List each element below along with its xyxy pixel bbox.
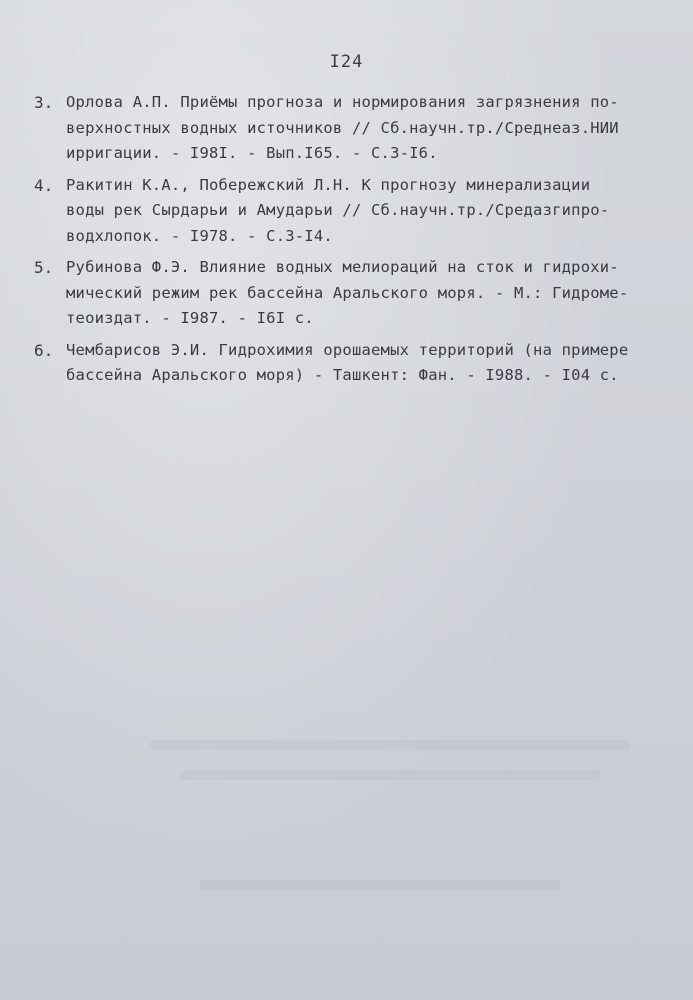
reference-number: 4. xyxy=(34,175,54,195)
reference-line: ирригации. - I98I. - Вып.I65. - С.3-I6. xyxy=(66,144,438,162)
reference-line: мический режим рек бассейна Аральского моря. - М.: Гидроме- xyxy=(66,283,629,302)
reference-line: водхлопок. - I978. - С.3-I4. xyxy=(66,226,333,245)
reference-item xyxy=(34,338,664,389)
reference-line: воды рек Сырдарьи и Амударьи // Сб.научн.тр./Средазгипро- xyxy=(66,201,610,219)
page-number: I24 xyxy=(329,52,364,72)
reference-line: верхностных водных источников // Сб.научн.тр./Среднеаз.НИИ xyxy=(66,118,619,137)
show-through-mark xyxy=(150,740,630,750)
reference-line: Ракитин К.А., Побережский Л.Н. К прогнозу минерализации xyxy=(66,175,591,194)
reference-item xyxy=(34,173,664,250)
reference-line: теоиздат. - I987. - I6I с. xyxy=(66,309,314,327)
reference-number: 5. xyxy=(34,258,54,277)
reference-number: 3. xyxy=(34,93,54,112)
reference-list xyxy=(34,90,664,395)
reference-line: бассейна Аральского моря) - Ташкент: Фан. - I988. - I04 с. xyxy=(66,366,619,384)
show-through-mark xyxy=(200,880,560,890)
reference-item xyxy=(34,255,664,332)
reference-line: Орлова А.П. Приёмы прогноза и нормирования загрязнения по- xyxy=(66,93,619,111)
reference-line: Чембарисов Э.И. Гидрохимия орошаемых территорий (на примере xyxy=(66,340,629,359)
show-through-mark xyxy=(180,770,600,780)
reference-item xyxy=(34,90,664,167)
reference-number: 6. xyxy=(34,340,54,360)
reference-line: Рубинова Ф.Э. Влияние водных мелиораций на сток и гидрохи- xyxy=(66,258,619,276)
